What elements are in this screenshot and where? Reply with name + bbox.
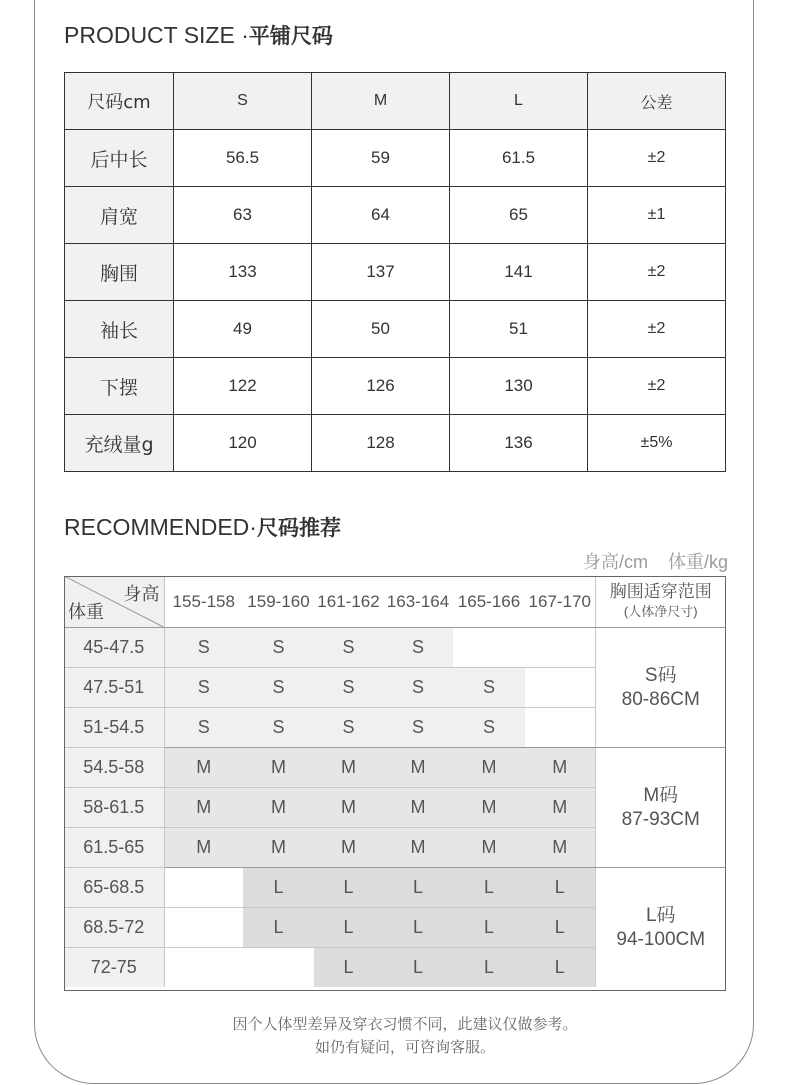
tolerance-cell: ±1 xyxy=(588,187,726,244)
size-table-row xyxy=(65,415,726,472)
table-cell: 64 xyxy=(312,187,450,244)
size-cell: L xyxy=(453,908,525,948)
size-cell: L xyxy=(453,948,525,988)
weight-unit: 体重/kg xyxy=(667,552,728,572)
size-cell: S xyxy=(164,668,243,708)
corner-weight-label: 体重 xyxy=(68,602,104,622)
size-cell: S xyxy=(314,628,383,668)
size-cell xyxy=(164,868,243,908)
size-cell: M xyxy=(314,788,383,828)
table-cell: 128 xyxy=(312,415,450,472)
height-header: 159-160 xyxy=(243,576,314,628)
size-cell: M xyxy=(243,828,314,868)
table-row xyxy=(64,748,726,788)
size-cell xyxy=(243,948,314,988)
size-cell: M xyxy=(453,748,525,788)
size-table-row xyxy=(65,187,726,244)
size-cell: L xyxy=(314,908,383,948)
table-cell: 61.5 xyxy=(450,130,588,187)
table-cell: 133 xyxy=(174,244,312,301)
weight-cell: 72-75 xyxy=(64,948,164,988)
weight-cell: 61.5-65 xyxy=(64,828,164,868)
table-cell: 65 xyxy=(450,187,588,244)
table-cell: 49 xyxy=(174,301,312,358)
size-cell: L xyxy=(383,868,453,908)
size-cell: L xyxy=(453,868,525,908)
weight-cell: 65-68.5 xyxy=(64,868,164,908)
size-cell xyxy=(453,628,525,668)
size-cell: S xyxy=(383,628,453,668)
disclaimer-line-2: 如仍有疑问，可咨询客服。 xyxy=(314,1039,495,1056)
weight-cell: 54.5-58 xyxy=(64,748,164,788)
chest-range-l: L码 94-100CM xyxy=(595,868,726,988)
weight-cell: 45-47.5 xyxy=(64,628,164,668)
chest-range-m: M码 87-93CM xyxy=(595,748,726,868)
size-cell: M xyxy=(525,788,595,828)
size-cell: M xyxy=(164,788,243,828)
size-cell: L xyxy=(383,908,453,948)
size-table-row xyxy=(65,244,726,301)
header-cell: L xyxy=(450,73,588,130)
size-cell: M xyxy=(525,828,595,868)
header-cell: M xyxy=(312,73,450,130)
table-cell: 59 xyxy=(312,130,450,187)
row-label: 下摆 xyxy=(65,358,174,415)
row-label: 充绒量g xyxy=(65,415,174,472)
size-cell: M xyxy=(243,748,314,788)
size-table-row xyxy=(65,358,726,415)
recommendation-table xyxy=(64,576,726,987)
table-cell: 130 xyxy=(450,358,588,415)
header-cell: 公差 xyxy=(588,73,726,130)
size-cell: S xyxy=(243,668,314,708)
tolerance-cell: ±2 xyxy=(588,130,726,187)
size-cell: M xyxy=(383,788,453,828)
product-size-title: PRODUCT SIZE ·平铺尺码 xyxy=(64,22,333,48)
table-row xyxy=(64,628,726,668)
size-cell: S xyxy=(164,708,243,748)
height-unit: 身高/cm xyxy=(582,552,648,572)
weight-cell: 68.5-72 xyxy=(64,908,164,948)
table-cell: 141 xyxy=(450,244,588,301)
weight-cell: 58-61.5 xyxy=(64,788,164,828)
size-cell: M xyxy=(453,788,525,828)
size-cell: L xyxy=(243,908,314,948)
corner-height-label: 身高 xyxy=(123,584,160,604)
tolerance-cell: ±2 xyxy=(588,244,726,301)
row-label: 后中长 xyxy=(65,130,174,187)
size-cell: L xyxy=(525,908,595,948)
size-cell: M xyxy=(525,748,595,788)
recommended-title: RECOMMENDED·尺码推荐 xyxy=(64,514,341,540)
tolerance-cell: ±2 xyxy=(588,358,726,415)
height-header: 163-164 xyxy=(383,576,453,628)
size-cell: L xyxy=(525,868,595,908)
chest-range-subheader: (人体净尺寸) xyxy=(623,603,698,619)
table-cell: 126 xyxy=(312,358,450,415)
header-cell: S xyxy=(174,73,312,130)
size-table-row xyxy=(65,301,726,358)
size-cell: M xyxy=(314,748,383,788)
row-label: 肩宽 xyxy=(65,187,174,244)
size-cell: S xyxy=(453,708,525,748)
table-cell: 137 xyxy=(312,244,450,301)
size-cell: L xyxy=(525,948,595,988)
size-cell: M xyxy=(164,748,243,788)
size-cell xyxy=(525,708,595,748)
row-label: 袖长 xyxy=(65,301,174,358)
size-cell: M xyxy=(383,748,453,788)
size-cell: L xyxy=(314,868,383,908)
table-cell: 51 xyxy=(450,301,588,358)
corner-cell xyxy=(64,576,164,628)
table-cell: 50 xyxy=(312,301,450,358)
chest-range-header: 胸围适穿范围 (人体净尺寸) xyxy=(595,576,726,628)
size-cell: M xyxy=(164,828,243,868)
size-cell: M xyxy=(243,788,314,828)
size-cell: S xyxy=(243,628,314,668)
table-cell: 122 xyxy=(174,358,312,415)
height-header: 155-158 xyxy=(164,576,243,628)
size-cell: L xyxy=(243,868,314,908)
weight-cell: 47.5-51 xyxy=(64,668,164,708)
recommendation-header xyxy=(64,576,726,628)
size-cell: M xyxy=(383,828,453,868)
tolerance-cell: ±2 xyxy=(588,301,726,358)
size-cell xyxy=(525,628,595,668)
size-table-header xyxy=(65,73,726,130)
size-cell: M xyxy=(314,828,383,868)
tolerance-cell: ±5% xyxy=(588,415,726,472)
size-cell xyxy=(525,668,595,708)
row-label: 胸围 xyxy=(65,244,174,301)
size-cell: L xyxy=(314,948,383,988)
size-cell xyxy=(164,948,243,988)
table-cell: 63 xyxy=(174,187,312,244)
product-size-table xyxy=(64,72,726,472)
table-cell: 120 xyxy=(174,415,312,472)
size-cell: M xyxy=(453,828,525,868)
size-cell: S xyxy=(164,628,243,668)
table-row xyxy=(64,868,726,908)
size-cell xyxy=(164,908,243,948)
size-cell: L xyxy=(383,948,453,988)
table-cell: 56.5 xyxy=(174,130,312,187)
size-cell: S xyxy=(314,668,383,708)
height-header: 167-170 xyxy=(525,576,595,628)
size-cell: S xyxy=(383,668,453,708)
size-table-row xyxy=(65,130,726,187)
size-cell: S xyxy=(314,708,383,748)
size-cell: S xyxy=(383,708,453,748)
table-cell: 136 xyxy=(450,415,588,472)
weight-cell: 51-54.5 xyxy=(64,708,164,748)
size-cell: S xyxy=(453,668,525,708)
size-cell: S xyxy=(243,708,314,748)
height-header: 161-162 xyxy=(314,576,383,628)
units-legend xyxy=(583,548,728,574)
disclaimer-line-1: 因个人体型差异及穿衣习惯不同，此建议仅做参考。 xyxy=(232,1016,578,1033)
height-header: 165-166 xyxy=(453,576,525,628)
header-cell: 尺码cm xyxy=(65,73,174,130)
chest-range-s: S码 80-86CM xyxy=(595,628,726,748)
